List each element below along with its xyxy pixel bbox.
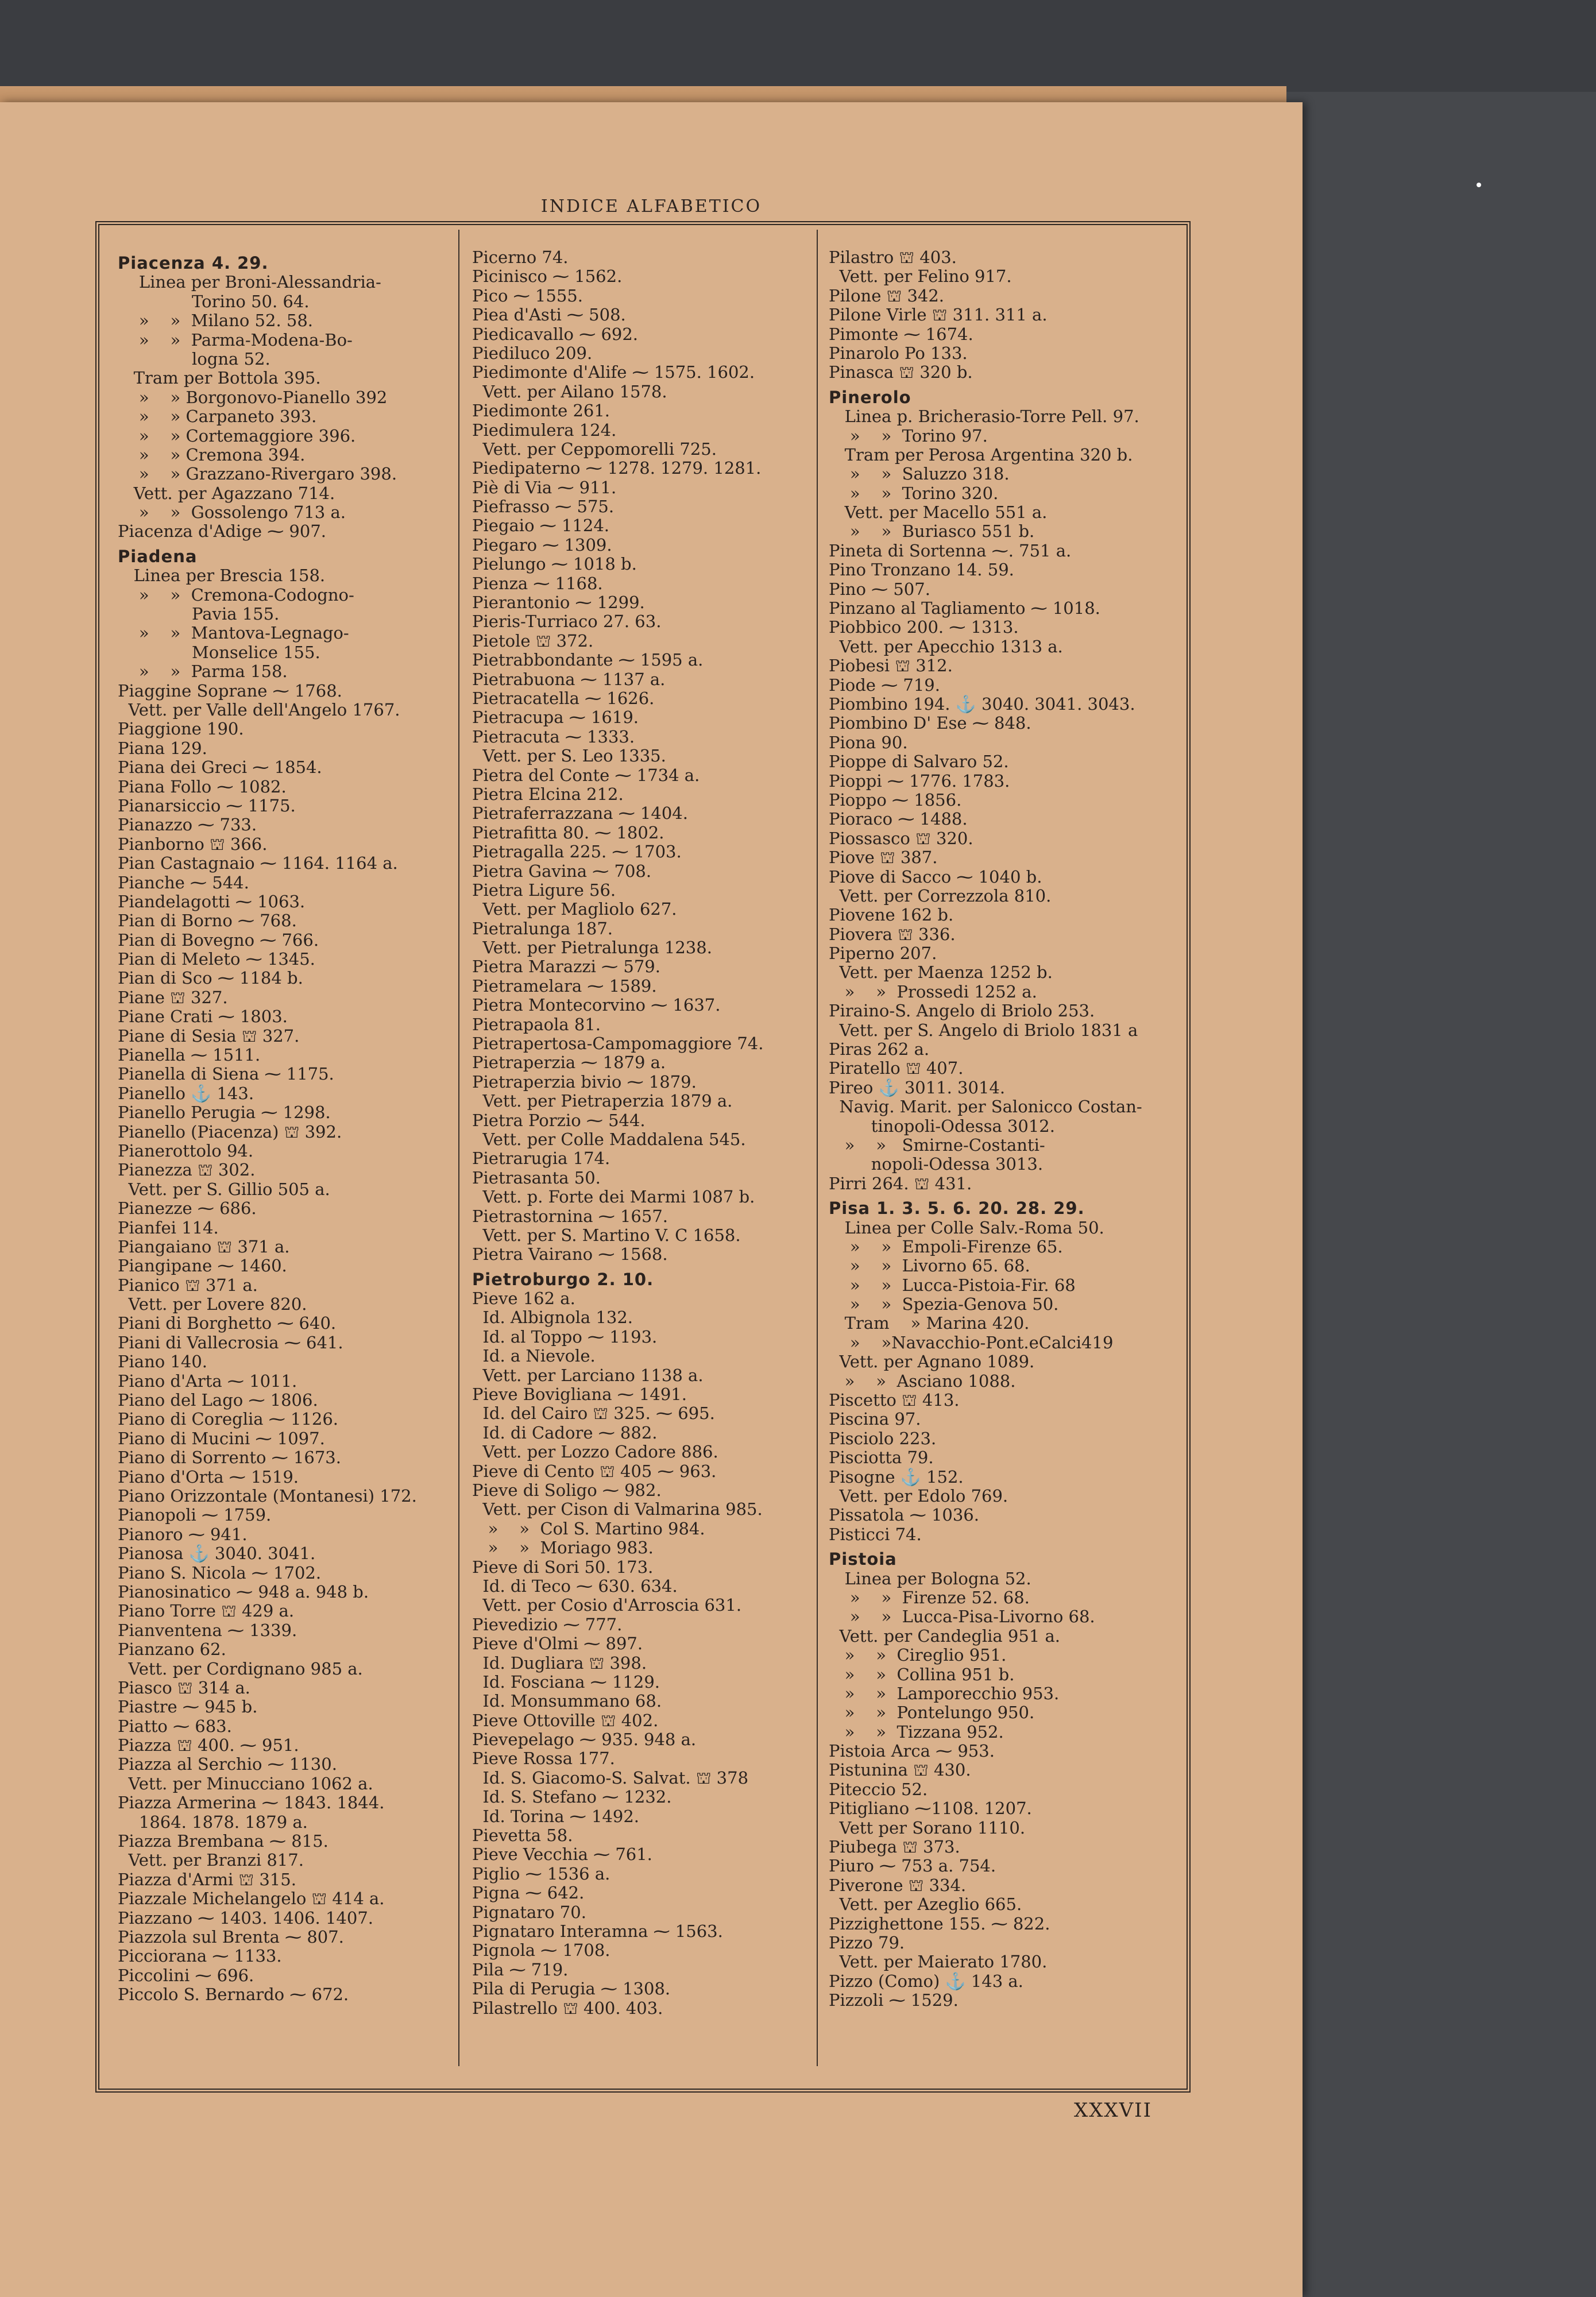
index-entry: Pian di Meleto ⁓ 1345. [118,949,315,969]
index-column-1 [118,248,451,2005]
index-entry: Pietralunga 187. [472,918,613,938]
index-entry: Piano di Mucini ⁓ 1097. [118,1428,325,1448]
index-entry: » » Gossolengo 713 a. [118,502,346,523]
index-entry: » » Livorno 65. 68. [829,1256,1030,1276]
index-entry: Piscina 97. [829,1409,921,1429]
index-entry: Pietrapertosa-Campomaggiore 74. [472,1034,764,1054]
index-entry: Pian di Borno ⁓ 768. [118,911,297,931]
index-entry: Pimonte ⁓ 1674. [829,324,973,344]
index-entry: Pienza ⁓ 1168. [472,573,603,593]
index-entry: » » Spezia-Genova 50. [829,1294,1059,1314]
index-entry: Vett. per Azeglio 665. [829,1894,1022,1915]
index-entry: Pioraco ⁓ 1488. [829,809,968,829]
index-entry: Vett. per Ceppomorelli 725. [472,439,717,459]
index-entry: Pineta di Sortenna ⁓. 751 a. [829,540,1072,560]
index-entry: Piccolo S. Bernardo ⁓ 672. [118,1985,349,2005]
index-entry: Pignataro Interamna ⁓ 1563. [472,1921,723,1941]
index-entry: Piona 90. [829,732,908,752]
index-entry: Pieris-Turriaco 27. 63. [472,612,662,632]
index-entry: » » Lamporecchio 953. [829,1683,1060,1703]
index-entry: Piazzola sul Brenta ⁓ 807. [118,1927,344,1947]
index-entry: Vett. per Correzzola 810. [829,885,1052,906]
index-entry: » » Collina 951 b. [829,1664,1015,1684]
index-entry: Pigna ⁓ 642. [472,1883,585,1903]
index-entry: Id. Dugliara ⛫ 398. [472,1653,647,1673]
index-entry: Piastre ⁓ 945 b. [118,1697,258,1717]
index-entry: Monselice 155. [118,642,320,662]
index-entry: Pianezza ⛫ 302. [118,1160,256,1180]
index-heading: Pietroburgo 2. 10. [472,1269,654,1289]
index-entry: Id. a Nievole. [472,1346,596,1366]
index-entry: Piverone ⛫ 334. [829,1875,967,1895]
index-entry: Vett. per Lovere 820. [118,1294,307,1314]
index-entry: Pietragalla 225. ⁓ 1703. [472,842,682,862]
index-entry: Vett. per Pietraperzia 1879 a. [472,1091,733,1111]
index-heading: Piadena [118,546,198,566]
index-entry: » » Lucca-Pisa-Livorno 68. [829,1607,1095,1627]
index-entry: » » Buriasco 551 b. [829,521,1035,542]
index-entry: Pinzano al Tagliamento ⁓ 1018. [829,598,1100,618]
index-entry: Id. Torina ⁓ 1492. [472,1806,640,1826]
index-entry: Linea p. Bricherasio-Torre Pell. 97. [829,407,1139,427]
index-entry: Pizzo 79. [829,1932,905,1952]
index-entry: » » Prossedi 1252 a. [829,981,1037,1001]
index-entry: Pianventena ⁓ 1339. [118,1620,297,1640]
index-entry: Vett. per Maierato 1780. [829,1952,1048,1972]
index-entry: Vett. per Apecchio 1313 a. [829,636,1063,656]
index-entry: Pizzoli ⁓ 1529. [829,1990,959,2010]
index-entry: Pianello (Piacenza) ⛫ 392. [118,1122,342,1142]
index-entry: Pianborno ⛫ 366. [118,834,268,854]
index-entry: Pietrasanta 50. [472,1167,601,1188]
index-entry: Pietraperzia bivio ⁓ 1879. [472,1072,697,1092]
index-entry: Pietraperzia ⁓ 1879 a. [472,1053,666,1073]
index-entry: Piana dei Greci ⁓ 1854. [118,757,322,778]
index-entry: Piane di Sesia ⛫ 327. [118,1026,300,1046]
index-entry: » » Torino 320. [829,483,999,503]
index-entry: Piasco ⛫ 314 a. [118,1677,250,1697]
index-entry: Piobesi ⛫ 312. [829,656,953,676]
index-entry: Pioppi ⁓ 1776. 1783. [829,771,1010,791]
index-entry: Id. del Cairo ⛫ 325. ⁓ 695. [472,1403,715,1424]
index-entry: Tram per Bottola 395. [118,368,321,388]
index-entry: 1864. 1878. 1879 a. [118,1812,308,1832]
index-entry: Piegaro ⁓ 1309. [472,535,612,555]
index-entry: Pizzo (Como) ⚓ 143 a. [829,1971,1023,1991]
index-entry: Piras 262 a. [829,1039,930,1059]
index-entry: Picciorana ⁓ 1133. [118,1946,282,1966]
index-entry: Piombino 194. ⚓ 3040. 3041. 3043. [829,694,1135,714]
index-entry: Pian di Sco ⁓ 1184 b. [118,968,303,988]
index-entry: Id. Fosciana ⁓ 1129. [472,1672,660,1692]
index-entry: Piazza al Serchio ⁓ 1130. [118,1754,337,1774]
index-entry: Piccolini ⁓ 696. [118,1965,254,1985]
index-entry: Pieve di Sori 50. 173. [472,1557,654,1577]
index-entry: Pianopoli ⁓ 1759. [118,1505,272,1525]
index-entry: » » Cremona-Codogno- [118,585,354,605]
index-entry: Piazza Armerina ⁓ 1843. 1844. [118,1793,385,1813]
index-entry: Pilastrello ⛫ 400. 403. [472,1998,663,2018]
background-top [0,0,1596,92]
index-column-2 [472,248,817,2018]
index-entry: Piazza d'Armi ⛫ 315. [118,1869,296,1889]
index-entry: Piano di Coreglia ⁓ 1126. [118,1409,339,1429]
index-entry: Pianello Perugia ⁓ 1298. [118,1103,331,1123]
index-entry: Vett. per Candeglia 951 a. [829,1626,1061,1646]
index-entry: Piedipaterno ⁓ 1278. 1279. 1281. [472,458,762,478]
index-heading: Pinerolo [829,387,911,407]
index-entry: Piossasco ⛫ 320. [829,828,973,848]
index-entry: Piraino-S. Angelo di Briolo 253. [829,1001,1095,1021]
index-entry: Id. al Toppo ⁓ 1193. [472,1327,658,1347]
index-entry: Id. di Teco ⁓ 630. 634. [472,1576,678,1596]
index-entry: Pietra Vairano ⁓ 1568. [472,1244,668,1264]
index-entry: Piaggione 190. [118,719,244,739]
column-divider [817,230,818,2066]
index-entry: » » Cremona 394. [118,444,306,465]
index-entry: » » Cortemaggiore 396. [118,426,356,446]
index-entry: Piano Torre ⛫ 429 a. [118,1601,295,1621]
index-entry: Vett. per Agazzano 714. [118,483,335,503]
index-entry: Pianella di Siena ⁓ 1175. [118,1064,334,1084]
index-entry: Pietracuta ⁓ 1333. [472,726,635,747]
index-entry: » » Carpaneto 393. [118,407,317,427]
index-entry: Pianico ⛫ 371 a. [118,1275,258,1295]
index-entry: Pievepelago ⁓ 935. 948 a. [472,1730,697,1750]
index-entry: Pietrapaola 81. [472,1014,601,1034]
index-entry: Vett. per S. Martino V. C 1658. [472,1225,741,1245]
index-entry: Piano di Sorrento ⁓ 1673. [118,1448,341,1468]
index-entry: » » Col S. Martino 984. [472,1518,705,1538]
index-entry: Pietole ⛫ 372. [472,631,594,651]
index-entry: Linea per Brescia 158. [118,566,326,586]
index-entry: Pievetta 58. [472,1826,573,1846]
index-entry: Piazzale Michelangelo ⛫ 414 a. [118,1889,385,1909]
index-entry: Piè di Via ⁓ 911. [472,477,617,497]
index-entry: Pian Castagnaio ⁓ 1164. 1164 a. [118,853,398,873]
index-entry: Pietra Ligure 56. [472,880,616,900]
index-entry: Vett. per Larciano 1138 a. [472,1365,704,1385]
index-entry: Piane ⛫ 327. [118,987,228,1007]
index-entry: Id. S. Stefano ⁓ 1232. [472,1787,672,1807]
index-entry: Pisciolo 223. [829,1428,937,1448]
index-entry: Vett. per Valle dell'Angelo 1767. [118,699,400,720]
index-entry: » » Milano 52. 58. [118,311,314,331]
index-entry: Pireo ⚓ 3011. 3014. [829,1077,1006,1097]
index-entry: Piazzano ⁓ 1403. 1406. 1407. [118,1908,373,1928]
index-entry: » »Navacchio-Pont.eCalci419 [829,1332,1114,1352]
index-entry: Id. di Cadore ⁓ 882. [472,1422,658,1443]
index-entry: Piane Crati ⁓ 1803. [118,1007,288,1027]
index-entry: Piove ⛫ 387. [829,848,938,868]
index-entry: Piscetto ⛫ 413. [829,1390,960,1410]
index-entry: Piovera ⛫ 336. [829,924,956,944]
index-entry: » » Lucca-Pistoia-Fir. 68 [829,1275,1076,1295]
index-entry: » » Cireglio 951. [829,1645,1007,1665]
index-entry: Pianerottolo 94. [118,1140,254,1161]
index-entry: Torino 50. 64. [118,291,310,311]
index-entry: Piano del Lago ⁓ 1806. [118,1390,318,1410]
index-entry: Vett. per Magliolo 627. [472,899,677,919]
index-entry: Pianella ⁓ 1511. [118,1045,261,1065]
index-entry: Piazza Brembana ⁓ 815. [118,1831,329,1851]
index-entry: Piperno 207. [829,943,937,964]
index-entry: Pietra Gavina ⁓ 708. [472,861,652,881]
index-entry: Pianezze ⁓ 686. [118,1198,257,1219]
index-entry: Pisticci 74. [829,1524,922,1544]
index-entry: » » Smirne-Costanti- [829,1135,1045,1155]
index-entry: Piombino D' Ese ⁓ 848. [829,713,1031,733]
index-entry: Vett. per Ailano 1578. [472,381,667,401]
index-entry: Piegaio ⁓ 1124. [472,516,609,536]
index-entry: Pieve di Soligo ⁓ 982. [472,1480,662,1500]
index-entry: Pieve Rossa 177. [472,1749,615,1769]
index-entry: Vett. per S. Angelo di Briolo 1831 a [829,1020,1138,1040]
index-entry: Pianello ⚓ 143. [118,1083,254,1103]
index-entry: Vett. per Edolo 769. [829,1486,1008,1506]
index-entry: Vett. per Cosio d'Arroscia 631. [472,1595,742,1615]
index-entry: Pico ⁓ 1555. [472,285,583,306]
index-entry: Vett. per S. Leo 1335. [472,746,666,766]
index-entry: Vett. per Branzi 817. [118,1850,304,1870]
index-entry: » » Moriago 983. [472,1538,654,1558]
index-entry: Pino Tronzano 14. 59. [829,560,1014,580]
index-entry: Pinarolo Po 133. [829,343,968,363]
index-entry: Piedimonte d'Alife ⁓ 1575. 1602. [472,362,755,382]
index-entry: Vett. per Pietralunga 1238. [472,938,712,958]
index-entry: Pissatola ⁓ 1036. [829,1505,979,1525]
index-entry: Pievedizio ⁓ 777. [472,1614,623,1634]
index-entry: Piana Follo ⁓ 1082. [118,776,287,796]
index-entry: Pisciotta 79. [829,1448,934,1468]
index-entry: Pietraferrazzana ⁓ 1404. [472,803,688,823]
index-entry: » » Empoli-Firenze 65. [829,1236,1063,1256]
index-entry: Pietra del Conte ⁓ 1734 a. [472,765,700,785]
index-entry: Piubega ⛫ 373. [829,1837,960,1857]
index-entry: Linea per Colle Salv.-Roma 50. [829,1217,1104,1238]
index-entry: Piteccio 52. [829,1779,928,1799]
index-entry: Pietrastornina ⁓ 1657. [472,1206,668,1226]
index-entry: Pieve d'Olmi ⁓ 897. [472,1634,643,1654]
column-divider [458,230,459,2066]
index-entry: Vett per Sorano 1110. [829,1818,1026,1838]
index-entry: Pianche ⁓ 544. [118,872,249,892]
index-entry: Pino ⁓ 507. [829,579,930,599]
index-entry: Pianfei 114. [118,1217,219,1238]
index-entry: Pignola ⁓ 1708. [472,1940,610,1960]
index-entry: » » Saluzzo 318. [829,464,1010,484]
index-entry: Piano 140. [118,1352,208,1372]
index-entry: » » Parma-Modena-Bo- [118,330,353,350]
index-entry: Pieve 162 a. [472,1289,575,1309]
index-entry: Pisogne ⚓ 152. [829,1467,964,1487]
index-entry: Pieve Vecchia ⁓ 761. [472,1844,652,1865]
index-entry: » » Grazzano-Rivergaro 398. [118,464,397,484]
index-entry: Pietracatella ⁓ 1626. [472,688,655,708]
index-entry: Pianarsiccio ⁓ 1175. [118,795,296,815]
index-entry: Tram » Marina 420. [829,1313,1030,1333]
index-entry: Pianoro ⁓ 941. [118,1524,248,1544]
index-entry: Vett. per Agnano 1089. [829,1352,1035,1372]
index-entry: Pilastro ⛫ 403. [829,248,957,267]
index-heading: Pistoia [829,1549,897,1569]
index-entry: Piacenza d'Adige ⁓ 907. [118,521,326,542]
index-entry: Pilone ⛫ 342. [829,285,945,306]
index-entry: Piedicavallo ⁓ 692. [472,324,639,344]
index-entry: Pietrabuona ⁓ 1137 a. [472,669,666,689]
index-entry: Piangaiano ⛫ 371 a. [118,1236,290,1256]
index-entry: Pila di Perugia ⁓ 1308. [472,1979,671,1999]
index-entry: Linea per Broni-Alessandria- [118,272,381,292]
index-entry: Piobbico 200. ⁓ 1313. [829,617,1019,637]
index-entry: Piuro ⁓ 753 a. 754. [829,1856,996,1876]
page-header: INDICE ALFABETICO [540,196,762,216]
index-entry: Piano d'Orta ⁓ 1519. [118,1467,299,1487]
index-entry: Pianzano 62. [118,1639,226,1660]
index-entry: Vett. p. Forte dei Marmi 1087 b. [472,1187,755,1207]
index-entry: Piovene 162 b. [829,905,954,925]
index-entry: Piani di Borghetto ⁓ 640. [118,1313,337,1333]
index-entry: Vett. per Lozzo Cadore 886. [472,1442,718,1462]
index-entry: Pierantonio ⁓ 1299. [472,593,645,613]
index-entry: Tram per Perosa Argentina 320 b. [829,444,1133,465]
index-entry: Piedimulera 124. [472,420,617,440]
index-entry: Pistoia Arca ⁓ 953. [829,1741,995,1761]
index-entry: Pietra Montecorvino ⁓ 1637. [472,995,721,1015]
index-entry: Piatto ⁓ 683. [118,1716,232,1736]
index-entry: Piana 129. [118,738,207,758]
index-entry: Pietra Porzio ⁓ 544. [472,1110,646,1130]
index-entry: » » Parma 158. [118,662,288,682]
index-entry: » » Asciano 1088. [829,1371,1016,1391]
index-entry: Pistunina ⛫ 430. [829,1760,971,1780]
index-entry: Pirri 264. ⛫ 431. [829,1173,972,1193]
index-entry: Pavia 155. [118,604,280,624]
index-entry: Pianazzo ⁓ 733. [118,815,257,835]
index-entry: logna 52. [118,349,270,369]
index-entry: Piandelagotti ⁓ 1063. [118,891,306,911]
index-entry: Piedimonte 261. [472,401,610,421]
index-entry: tinopoli-Odessa 3012. [829,1116,1055,1136]
index-entry: Pietra Marazzi ⁓ 579. [472,957,660,977]
index-entry: Pian di Bovegno ⁓ 766. [118,930,319,950]
index-entry: Picerno 74. [472,248,569,267]
index-entry: Pilone Virle ⛫ 311. 311 a. [829,305,1048,325]
index-entry: nopoli-Odessa 3013. [829,1154,1044,1174]
index-entry: Vett. per Minucciano 1062 a. [118,1773,373,1793]
index-entry: Piano S. Nicola ⁓ 1702. [118,1563,322,1583]
index-heading: Piacenza 4. 29. [118,253,269,273]
index-entry: Navig. Marit. per Salonicco Costan- [829,1097,1142,1117]
index-entry: Pielungo ⁓ 1018 b. [472,554,637,574]
index-entry: Pietrabbondante ⁓ 1595 a. [472,650,704,670]
index-entry: Pianosa ⚓ 3040. 3041. [118,1544,316,1564]
index-entry: » » Mantova-Legnago- [118,623,349,643]
index-entry: Id. S. Giacomo-S. Salvat. ⛫ 378 [472,1768,749,1788]
index-entry: Vett. per Cison di Valmarina 985. [472,1499,763,1519]
index-entry: Piglio ⁓ 1536 a. [472,1863,610,1884]
index-entry: Vett. per Maenza 1252 b. [829,962,1053,983]
index-entry: Pizzighettone 155. ⁓ 822. [829,1913,1050,1933]
index-entry: Pieve Ottoville ⛫ 402. [472,1710,659,1730]
index-entry: » » Pontelungo 950. [829,1703,1035,1723]
index-entry: Piode ⁓ 719. [829,675,940,695]
index-entry: Vett. per Cordignano 985 a. [118,1658,363,1679]
index-entry: Piano Orizzontale (Montanesi) 172. [118,1486,417,1506]
index-entry: Piediluco 209. [472,343,593,363]
index-entry: Pietrafitta 80. ⁓ 1802. [472,822,664,842]
index-entry: Linea per Bologna 52. [829,1568,1031,1588]
index-entry: Pietra Elcina 212. [472,784,624,804]
index-entry: Pianosinatico ⁓ 948 a. 948 b. [118,1581,369,1602]
index-entry: » » Borgonovo-Pianello 392 [118,387,388,407]
index-entry: Vett. per Macello 551 a. [829,502,1048,523]
index-entry: Piano d'Arta ⁓ 1011. [118,1371,297,1391]
index-entry: Piani di Vallecrosia ⁓ 641. [118,1332,343,1352]
index-entry: » » Torino 97. [829,426,988,446]
index-entry: » » Tizzana 952. [829,1722,1004,1742]
index-entry: Pioppo ⁓ 1856. [829,790,962,810]
page-number: XXXVII [1074,2099,1153,2122]
index-entry: Pignataro 70. [472,1902,586,1922]
index-entry: Id. Monsummano 68. [472,1691,662,1711]
index-entry: Vett. per S. Gillio 505 a. [118,1179,330,1199]
background-speck [1477,183,1481,187]
index-entry: Pieve di Cento ⛫ 405 ⁓ 963. [472,1461,717,1481]
index-heading: Pisa 1. 3. 5. 6. 20. 28. 29. [829,1198,1085,1219]
index-entry: Vett. per Felino 917. [829,266,1012,287]
index-entry: Piea d'Asti ⁓ 508. [472,305,626,325]
index-entry: Pioppe di Salvaro 52. [829,752,1009,772]
index-entry: Pinasca ⛫ 320 b. [829,362,973,382]
index-entry: Id. Albignola 132. [472,1308,633,1328]
index-entry: Piove di Sacco ⁓ 1040 b. [829,867,1042,887]
index-entry: Pietrarugia 174. [472,1148,610,1169]
index-entry: Pila ⁓ 719. [472,1959,569,1979]
index-entry: Piaggine Soprane ⁓ 1768. [118,680,342,701]
index-entry: Pietracupa ⁓ 1619. [472,707,639,728]
index-entry: Piefrasso ⁓ 575. [472,497,615,517]
index-entry: Pitigliano ⁓1108. 1207. [829,1799,1032,1819]
index-entry: Vett. per Colle Maddalena 545. [472,1129,746,1149]
index-entry: Piangipane ⁓ 1460. [118,1256,287,1276]
index-column-3 [829,248,1173,2010]
index-entry: » » Firenze 52. 68. [829,1587,1030,1607]
index-entry: Pieve Bovigliana ⁓ 1491. [472,1385,687,1405]
index-entry: Pietramelara ⁓ 1589. [472,976,657,996]
index-entry: Picinisco ⁓ 1562. [472,266,623,287]
index-entry: Piratello ⛫ 407. [829,1058,964,1078]
index-entry: Piazza ⛫ 400. ⁓ 951. [118,1735,299,1755]
